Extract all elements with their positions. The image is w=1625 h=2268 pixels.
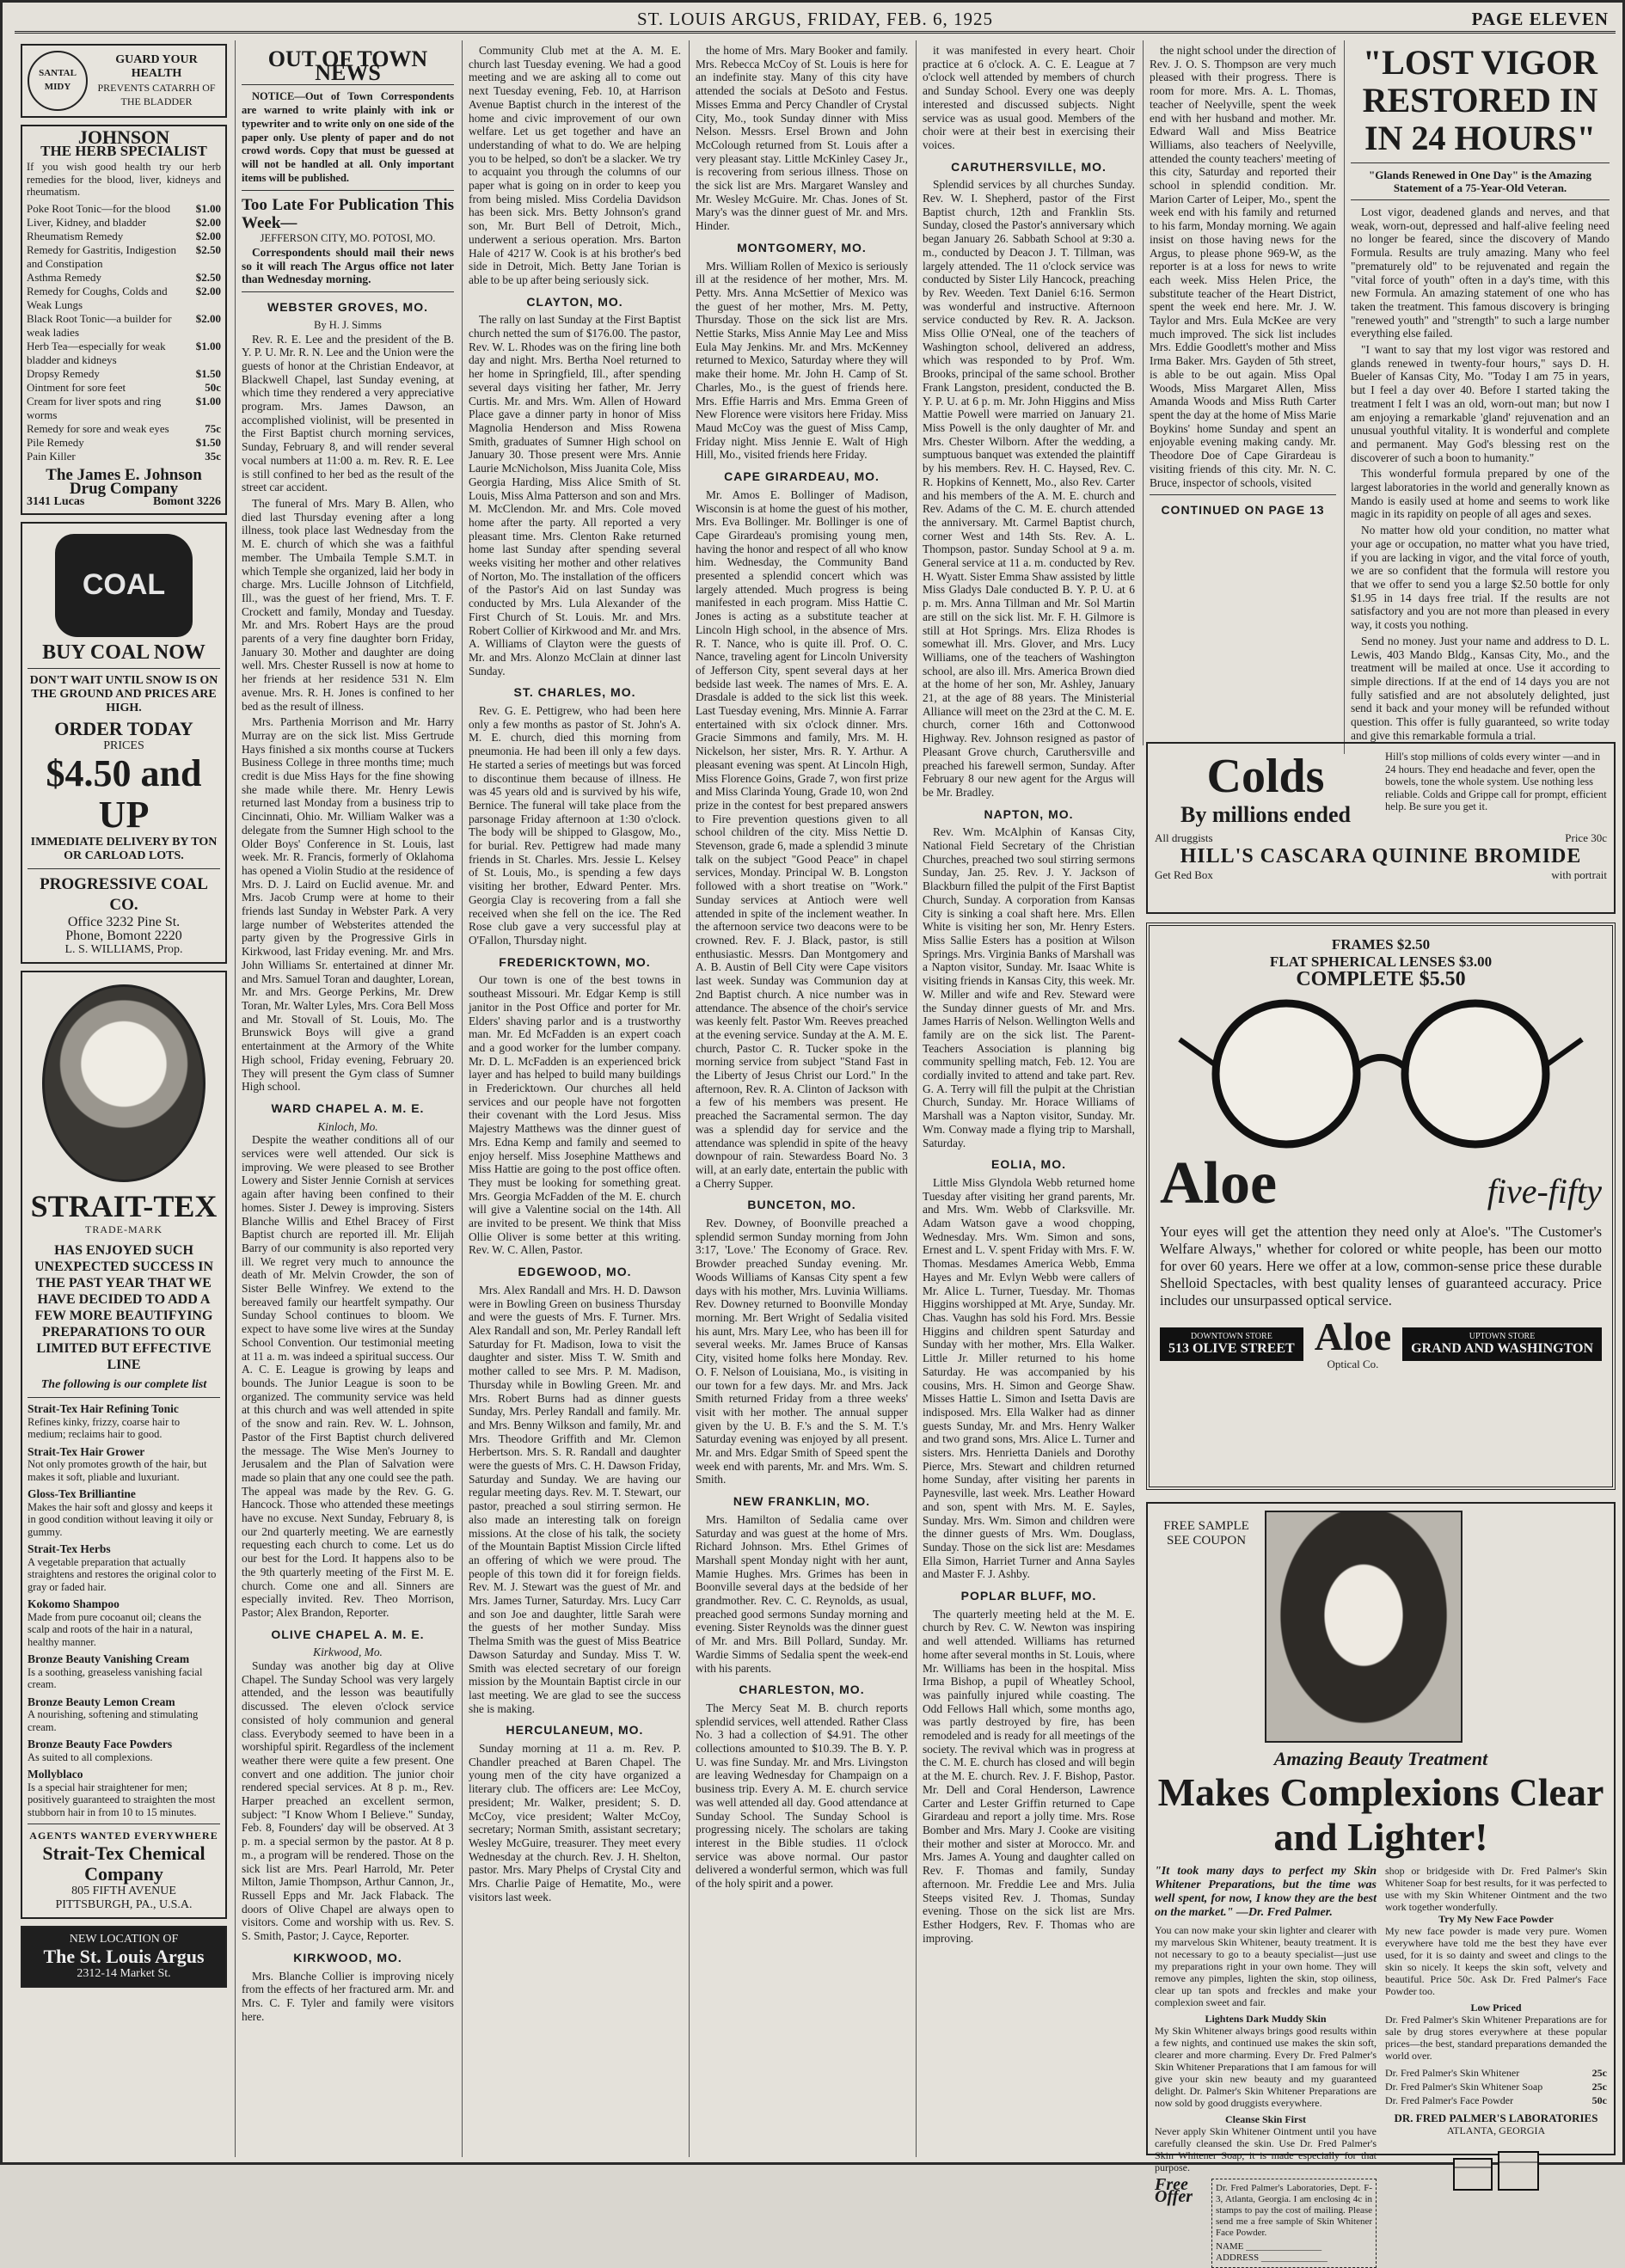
strait-tex-company: Strait-Tex Chemical Company — [42, 1842, 205, 1885]
product-name: Bronze Beauty Face Powders — [28, 1738, 173, 1751]
strait-tex-product — [28, 1488, 220, 1538]
argus-location-ad — [21, 1926, 227, 1988]
aloe-uptown — [1402, 1327, 1602, 1361]
remedy-row — [27, 202, 221, 216]
olive-chapel-heading: OLIVE CHAPEL A. M. E. — [271, 1627, 425, 1641]
johnson-title: JOHNSON — [77, 126, 170, 148]
coupon-text: Dr. Fred Palmer's Laboratories, Dept. F-3, Atlanta, Georgia. I am enclosing 4c in stamps to pay the cost of mailing. Please send me a free sample of Skin Whitener Face Powder. — [1216, 2183, 1372, 2238]
colds-subtitle: By millions ended — [1180, 802, 1351, 827]
coal-order: ORDER TODAY — [54, 718, 193, 740]
aloe-spectacles-ad — [1146, 923, 1616, 1490]
montgomery-heading: MONTGOMERY, MO. — [737, 240, 867, 254]
remedy-row — [27, 381, 221, 395]
eolia-heading: EOLIA, MO. — [991, 1157, 1066, 1172]
remedy-row — [27, 340, 221, 367]
paragraph: This wonderful formula prepared by one of the largest laboratories in the world and generally known as Mando is easily used at home and seems to work like magic in its rapidity on people of all ages and sexes. — [1351, 467, 1610, 521]
palmer-product-price: 50c — [1591, 2094, 1607, 2106]
lost-vigor-headline: "LOST VIGOR RESTORED IN IN 24 HOURS" — [1362, 43, 1598, 157]
new-franklin-heading: NEW FRANKLIN, MO. — [733, 1494, 871, 1509]
coal-label: COAL — [82, 568, 166, 602]
aloe-downtown-label: DOWNTOWN STORE — [1190, 1331, 1272, 1341]
napton-heading: NAPTON, MO. — [984, 806, 1074, 821]
coupon-name-label: NAME — [1216, 2241, 1244, 2252]
remedy-name: Ointment for sore feet — [27, 380, 126, 394]
remedy-name: Cream for liver spots and ring worms — [27, 394, 162, 421]
colds-ad — [1146, 742, 1616, 914]
masthead — [15, 8, 1616, 34]
olive-chapel-story — [242, 1659, 454, 1943]
face-powder-body: My new face powder is made very pure. Women everywhere have told me the best they have ever used, for it is so dainty and sweet and clings to the skin so nicely. It keeps the skin soft, velvety and beautiful. Price 50c. Ask Dr. Fred Palmer's Face Powder too. — [1385, 1925, 1607, 1997]
colds-brand: HILL'S CASCARA QUININE BROMIDE — [1180, 845, 1582, 867]
paragraph: Rev. Downey, of Boonville preached a splendid sermon Sunday morning from John 3:17, 'Love.' The Economy of Grace. Rev. Browder preached Sunday evening. Mr. Woods Williams of Kansas City spent a few days with his mother, Mrs. Luvinia Williams. Rev. Downey returned to Boonville Monday morning. Mr. Bert Wright of Sedalia visited his aunt, Mrs. Mary Lee, who has been ill for several weeks. Mr. James Bruce of Kansas City, visited home folks here Monday. Rev. O. F. Nelson of Louisiana, Mo., is visiting in our town for a few days. Mr. and Mrs. Jack Smith returned Friday from a three weeks' visit with her mother. The annual supper given by the U. B. F.'s and the S. M. T.'s Saturday evening was enjoyed by all present. Mr. and Mrs. Edgar Smith of Speed spent the week end with parents, Mr. and Mrs. Wm. S. Smith. — [696, 1217, 908, 1486]
strait-tex-product — [28, 1768, 220, 1818]
news-column-6 — [1143, 40, 1342, 745]
remedy-row — [27, 285, 221, 312]
paragraph: Mrs. Parthenia Morrison and Mr. Harry Murray are on the sick list. Miss Gertrude Hays finished a six months course at Tuckers Business College in three months time; much credit is due Miss Hays for the fine showing she made while there. Mr. Henry Lewis returned last Monday from a business trip to Cincinnati, Ohio. Mr. William Walker was a delegate from the Sumner High school to the Older Boys' Conference in St. Louis, last week. Mr. R. Francis, formerly of Oklahoma has opened a Violin Studio at the residence of Mrs. D. J. Laird on Euclid avenue. Mr. and Mrs. Jacob Crump were at home to their friends last Sunday in Webster Park. A very large number of Websterites attended the party given by the Progressive Girls in Kirkwood, last Friday evening. Mr. and Mrs. John Williams Sr. entertained at dinner Mr. and Mrs. Samuel Toran and daughter, Lorean, Mr. and Mrs. George Perkins, Mr. Drew Toran, Mr. Walter Lyles, Mrs. Cora Bell Moss and Mr. Stovall of St. Louis, Mo. The Brunswick Boys will give a grand entertainment at the Armory of the White High school, Friday evening, February 20. They will present the Gym class of Sumner High school. — [242, 715, 454, 1094]
strait-tex-product — [28, 1598, 220, 1648]
paragraph: Little Miss Glyndola Webb returned home Tuesday after visiting her grand parents, Mr. and Mrs. Wm. Webb of Clarksville. Mr. Adam Watson gave a wood chopping, Wednesday. Mrs. Wm. Simon and sons, Ernest and L. V. spent Friday with Mrs. F. W. Thomas. Mesdames America Webb, Emma Hayes and Mr. Evlyn Webb were callers of Mr. Alice L. Turner, Tuesday. Mr. Thomas Higgins worshipped at Mt. Arye, Sunday. Mr. Chas. Vaughn has sold his Ford. Mrs. Bessie Higgins and children spent Saturday and Sunday with her mother, Mrs. Ella Walker. Little Jr. Miller returned to his home Saturday. He was accompanied by his cousins, Mrs. H. Simon and George Shaw. Misses Hattie L. Simon and Isetta Davis are indisposed. Mrs. Ella Walker had as dinner guests Sunday, Mr. and Mrs. Henry Walker and two grand sons, Mrs. Alice L. Turner and sisters. Mrs. Henrietta Daniels and Dorothy Pierce, Mrs. Stewart and children returned home Sunday, after visiting her parents in Paynesville, last week. Mrs. Leather Howard and son, spent with Mrs. M. E. Sayles, Sunday. Mrs. Wm. Simon and children were the dinner guests of Mrs. Wm. Douglass, Sunday. Those on the sick list are: Mesdames Ella Simon, Harriet Turner and Anna Sayles and Master F. J. Ashby. — [923, 1175, 1135, 1581]
strait-tex-address: 805 FIFTH AVENUE — [71, 1884, 176, 1897]
paragraph: "I want to say that my lost vigor was restored and glands renewed in twenty-four hours," says D. H. Bueler of Kansas City, Mo. "Today I am 75 in years, but I feel a day over 40. Before I started taking the treatment I felt I was an old, worn-out man; but now I am enjoying a remarkable 'gland' rejuvenation and an unusual youthful vitality. It is wonderful and complete and permanent. May God's blessing rest on the discoverer of such a boon to humanity." — [1351, 343, 1610, 464]
st-charles-heading: ST. CHARLES, MO. — [513, 685, 636, 700]
poplar-bluff-story — [923, 1608, 1135, 1946]
paragraph: Splendid services by all churches Sunday. Rev. W. I. Shepherd, pastor of the First Baptist church, 12th and Franklin Sts. Sunday, closed the Pastor's anniversary which began January 26. Sabbath School at 9:30 a. m., conducted by Deacon J. T. Tillman, was largely attended. The 11 o'clock service was conducted by Sister Lily Hancock, preaching by Rev. Weeden. Text Daniel 6:16. Sermon was wonderful and instructive. Afternoon service conducted by Rev. R. A. Jackson. Miss Ollie O'Neal, one of the teachers of Washington school, delivered an address, which was responded to by Prof. Wm. Brooks, principal of the same school. Brother Frank Langston, president, conducted the B. Y. P. U. at 6 p. m. Mr. John Higgins and Miss Mattie Powell were married on January 21. Miss Powell is the only daughter of Mr. and Mrs. Chester Wilborn. After the wedding, a sumptuous banquet was extended the plaintiff by his members. Rev. H. C. Haysed, Rev. C. R. Hopkins of Kennett, Mo., also Rev. Carter and his members of the A. M. E. church and Rev. Adams of the C. M. E. church attended the anniversary. Mt. Carmel Baptist church, corner West and 14th Sts. Rev. A. L. Thompson, pastor. Sunday School at 9 a. m. General service at 11 a. m. conducted by Rev. H. Wyatt. Sister Emma Shaw assisted by little Miss Gladys Dale conducted B. Y. P. U. at 6 p. m. Mrs. Anna Tillman and Mr. Sol Martin are still on the sick list. Mr. F. H. Gilmore is still at Hot Springs. Mrs. Eliza Rhodes is somewhat ill. Mrs. Glover, and Mrs. Lucy Williams, one of the teachers of Washington school, are also ill. Mrs. America Brown died at the home of her son, Mr. Ashley, January 21, at the age of 88 years. The Ministerial Alliance will meet on the 23rd at the C. M. E. church, corner 16th and Cottonwood Highway. Rev. Johnson resigned as pastor of Pleasant Grove church, Caruthersville and preached his farewell sermon, Sunday. After February 8 our new agent for the Argus will be Mr. Bradley. — [923, 178, 1135, 799]
remedy-row — [27, 422, 221, 436]
paragraph: Send no money. Just your name and address to D. L. Lewis, 403 Mando Bldg., Kansas City, Mo., and the treatment will be mailed at once. Use it according to simple directions. If at the end of 14 days you are not fully satisfied and are not absolutely delighted, just send it back and your money will be refunded without question. This offer is fully guaranteed, so write today and give this remarkable formula a trial. — [1351, 634, 1610, 742]
palmer-product-price: 25c — [1591, 2067, 1607, 2079]
coal-company: PROGRESSIVE COAL CO. — [40, 875, 208, 915]
product-name: Bronze Beauty Lemon Cream — [28, 1695, 175, 1708]
product-name: Strait-Tex Hair Refining Tonic — [28, 1402, 179, 1416]
palmer-product-name: Dr. Fred Palmer's Face Powder — [1385, 2094, 1514, 2106]
napton-story — [923, 825, 1135, 1149]
correspondents-notice: NOTICE—Out of Town Correspondents are warned to write plainly with ink or typewriter and to write only on one side of the paper only. Use plenty of paper and do not crowd words. Copy that must be guessed at will not be handled at all. Only important items will be published. — [242, 90, 454, 184]
publication-line: ST. LOUIS ARGUS, FRIDAY, FEB. 6, 1925 — [636, 9, 994, 29]
palmer-price-row — [1385, 2066, 1607, 2080]
remedy-price: $1.00 — [195, 201, 221, 215]
herculaneum-heading: HERCULANEUM, MO. — [506, 1723, 644, 1738]
remedy-price: $1.50 — [195, 435, 221, 449]
paragraph: Despite the weather conditions all of our services were well attended. Our sick is improving. We were pleased to see Brother Lowery and Sister Jennie Cornish at services again after having been confined to their homes. Sister J. Dewey is improving. Sisters Blanche Willis and Ethel Bracey of First Baptist church are reported ill. Mr. Elijah Barry of our community is also reported very ill. We regret very much to announce the death of Mr. Melvin Crowder, the son of Sister Belle Winfrey. We extend to the bereaved family our heartfelt sympathy. Our Sunday School continues to bloom. We expect to have some live wires at the Sunday School Convention. Our testimonial meeting at 11 a. m. was indeed a spiritual success. Our A. C. E. League is growing by leaps and bounds. The Junior League is soon to be organized. The community service was held at this church and was well attended in spite of the snow and rain. Rev. W. L. Johnson, Pastor of the First Baptist church delivered the message. The Wise Men's Journey to Jerusalem and the Plan of Salvation were made so plain that any one could see the path. The appeal was made by the Rev. G. G. Hancock. Those who attended these meetings have no excuse. Next Sunday, February 8, is our 2nd quarterly meeting. We are earnestly requesting each church to come. Let us do our best for the Lord. It happens also to be the 9th quarterly meeting of the First M. E. church. Come one and all. Sinners are especially invited. Rev. Theo Morrison, Pastor; Alex Brandon, Reporter. — [242, 1133, 454, 1619]
remedy-row — [27, 312, 221, 340]
strait-tex-product — [28, 1738, 220, 1763]
ward-chapel-sub: Kinloch, Mo. — [317, 1119, 378, 1133]
news-column-3 — [462, 40, 687, 2157]
remedy-price: 50c — [205, 380, 221, 394]
johnson-address: 3141 Lucas — [27, 495, 85, 509]
strait-tex-product — [28, 1696, 220, 1734]
st-charles-story — [469, 704, 681, 947]
paragraph: Mrs. William Rollen of Mexico is seriously ill at the residence of her mother, Mrs. M. Petty. Mrs. Anna McSettier of Mexico was the guest of her mother, Mrs. M. Petty, Thursday. Those on the sick list are Mrs. Nettie Starks, Miss Annie May Lee and Miss Eula May Jenkins. Mr. and Mrs. McKenney returned to Mexico, Saturday where they will make their home. Mr. John H. Camp of St. Charles, Mo., is the guest of friends here. Mrs. Effie Harris and Mrs. Emma Green of New Florence were visitors here Friday. Miss Maud McCoy was the guest of Miss Camp, Friday night. Miss Jennie E. Walt of High Hill, Mo., visited friends here Friday. — [696, 259, 908, 462]
colds-portrait: with portrait — [1551, 868, 1607, 881]
strait-tex-city: PITTSBURGH, PA., U.S.A. — [55, 1897, 193, 1911]
product-desc: A nourishing, softening and stimulating cream. — [28, 1708, 199, 1733]
amazing-beauty-treatment: Amazing Beauty Treatment — [1273, 1748, 1488, 1769]
aloe-logo: Aloe — [1314, 1315, 1392, 1358]
argus-location-hd: NEW LOCATION OF — [69, 1932, 179, 1946]
strait-tex-brand: STRAIT-TEX — [30, 1189, 218, 1224]
cape-girardeau-heading: CAPE GIRARDEAU, MO. — [724, 469, 880, 484]
aloe-uptown-address: GRAND AND WASHINGTON — [1411, 1340, 1593, 1356]
paragraph: Rev. R. E. Lee and the president of the B. Y. P. U. Mr. R. N. Lee and the Union were the guests of honor at the Christian Endeavor, at Blackwell Chapel, last Sunday evening, at which time they rendered a very appreciative program. Mrs. James Dawson, an accomplished violinist, will be presented in the First Baptist church morning services, Sunday, February 8, and will render several vocal numbers at 11:00 a. m. Rev. R. E. Lee is still confined to her bed as the result of the street car accident. — [242, 332, 454, 494]
product-desc: Makes the hair soft and glossy and keeps it in good condition without leaving it oily or gummy. — [28, 1500, 213, 1538]
colds-druggists: All druggists — [1155, 831, 1213, 844]
news-column-2 — [235, 40, 460, 2157]
remedy-name: Remedy for sore and weak eyes — [27, 421, 169, 435]
remedy-name: Black Root Tonic—a builder for weak ladies — [27, 311, 172, 339]
aloe-brand: Aloe — [1160, 1150, 1278, 1217]
remedy-price: $2.00 — [195, 215, 221, 229]
johnson-company: The James E. Johnson Drug Company — [46, 465, 202, 498]
paragraph: the night school under the direction of Rev. J. O. S. Thompson are very much pleased with their progress. There is room for more. Mrs. A. L. Thomas, teacher of Neelyville, spent the week end with her husband and mother. Mr. Edward Wall and Miss Beatrice Williams, also teachers of Neelyville, attended the county teachers' meeting of this city, Saturday and reported their school in splendid condition. Mr. Marion Carter of Leiper, Mo., spent the week end with his family and returned to his farm, Monday morning. We again insist on those having news for the Argus, to please phone 969-W, as the reporter is at a loss for news to write each week. Miss Helen Price, the substitute teacher of the Heart District, spent the week end here. Mr. J. W. Taylor and Mrs. Eula McKee are very much improved. The sick list includes Mrs. Eddie Goodlett's mother and Miss Irma Baker. Mrs. Gayden of 5th street, is able to be out again. Miss Opal Woods, Miss Margaret Allen, Miss Amanda Woods and Miss Ruth Carter spent the day at the home of Miss Marie Boykins' home Sunday and spent an enjoyable evening making candy. Mr. Theodore Doe of Cape Girardeau is visiting friends of this city. Mr. N. C. Bruce, inspector of schools, visited — [1150, 44, 1336, 489]
remedy-price: $1.50 — [195, 366, 221, 380]
olive-chapel-sub: Kirkwood, Mo. — [313, 1646, 383, 1659]
lost-vigor-ad — [1344, 40, 1616, 754]
edgewood-story — [469, 1284, 681, 1716]
low-priced-heading: Low Priced — [1470, 2001, 1522, 2014]
bunceton-heading: BUNCETON, MO. — [747, 1198, 856, 1212]
remedy-name: Dropsy Remedy — [27, 366, 100, 380]
caruthersville-heading: CARUTHERSVILLE, MO. — [951, 159, 1107, 174]
palmer-product-name: Dr. Fred Palmer's Skin Whitener — [1385, 2067, 1520, 2079]
aloe-downtown — [1160, 1327, 1303, 1361]
product-jars-icon — [1449, 2143, 1543, 2195]
product-desc: Refines kinky, frizzy, coarse hair to medium; reclaims hair to good. — [28, 1415, 181, 1441]
palmer-product-name: Dr. Fred Palmer's Skin Whitener Soap — [1385, 2081, 1543, 2093]
paragraph: it was manifested in every heart. Choir practice at 6 o'clock. A. C. E. League at 7 o'clock well attended by members of church and Sunday School. Every one was deeply interested and discussed subjects. Night service was as usual good. Members of the choir were at their best in exercising their voices. — [923, 44, 1135, 151]
palmer-laboratories: DR. FRED PALMER'S LABORATORIES — [1394, 2112, 1598, 2124]
too-late-body: Correspondents should mail their news so it will reach The Argus office not later than Wednesday morning. — [242, 246, 454, 286]
paragraph: Rev. Wm. McAlphin of Kansas City, National Field Secretary of the Christian Churches, preached two soul stirring sermons Sunday, Jan. 25. Rev. J. Y. Jackson of Blackburn filled the pulpit of the First Baptist Church, Sunday. A corporation from Kansas City is sinking a coal shaft here. Mrs. Ellen White is visiting her son, Mr. Henry Esters. Miss Sallie Esters has a position at Wilson Springs. Mrs. Virginia Banks of Marshall was a Napton visitor, Sunday. Mr. Isaac White is visiting friends in Kansas City, this week. Mr. W. Miller and wife and Rev. Steward were the Sunday dinner guests of Mr. and Mrs. James Harris of Nelson. Wellington Wells and family are on the sick list. The Parent-Teachers Association is planning big community spelling match, Feb. 12. You are cordially invited to attend and take part. Rev. G. A. Terry will fill the pulpit at the Christian Church, Sunday. Mr. Horace Williams of Marshall was a Napton visitor, Sunday. Mr. Wm. Conway made a flying trip to Marshall, Saturday. — [923, 825, 1135, 1149]
colds-title: Colds — [1206, 750, 1325, 803]
aloe-lenses-price: $3.00 — [1458, 953, 1493, 970]
johnson-intro: If you wish good health try our herb remedies for the blood, liver, kidneys and rheumatism. — [27, 161, 221, 199]
palmer-city: ATLANTA, GEORGIA — [1446, 2124, 1546, 2136]
edgewood-heading: EDGEWOOD, MO. — [518, 1265, 632, 1279]
remedy-price: $2.00 — [195, 284, 221, 297]
product-name: Bronze Beauty Vanishing Cream — [28, 1652, 190, 1666]
remedy-list — [27, 202, 221, 463]
coal-prices-label: PRICES — [103, 739, 144, 753]
colds-box: Get Red Box — [1155, 868, 1213, 881]
left-ads-column — [15, 40, 233, 2157]
community-club-story — [469, 44, 681, 287]
paragraph: The rally on last Sunday at the First Baptist church netted the sum of $176.00. The pastor, Rev. W. L. Rhodes was on the firing line both day and night. Mrs. Bertha Noel returned to her home in Springfield, Ill., after spending several days visiting her father, Mr. Jerry Curtis. Mr. and Mrs. Wm. Allen of Howard Place gave a dinner party in honor of Miss Magnolia Henderson and Miss Rowena Smith, graduates of Sumner High school on January 30. Those present were Mrs. Annie Laurie McNicholson, Miss Juanita Cole, Miss Georgia Harding, Miss Alice Smith of St. Louis, Miss Alma Patterson and son and Mrs. M. McClendon. Mr. and Mrs. Cole moved home after the party. All reported a very pleasant time. Mrs. Clenton Rake returned home last Sunday after spending several weeks visiting her mother and other relatives of Norton, Mo. The installation of the officers of the Pastor's Aid on last Sunday was conducted by Mrs. Lula Alexander of the First Church of St. Louis. Mr. and Mrs. Robert Collier of Kirkwood and Mr. and Mrs. A. Williams of Clayton were the guests of Mr. and Mrs. Alonzo McClain at dinner last Sunday. — [469, 313, 681, 677]
product-desc: Not only promotes growth of the hair, but makes it soft, pliable and luxuriant. — [28, 1458, 207, 1483]
product-name: Mollyblaco — [28, 1768, 83, 1781]
new-franklin-story — [696, 1513, 908, 1675]
product-name: Gloss-Tex Brilliantine — [28, 1487, 136, 1501]
product-desc: A vegetable preparation that actually straightens and restores the original color to gray or faded hair. — [28, 1555, 217, 1593]
lightens-heading: Lightens Dark Muddy Skin — [1205, 2013, 1327, 2025]
remedy-name: Liver, Kidney, and bladder — [27, 215, 147, 229]
santal-top: GUARD YOUR HEALTH — [115, 53, 198, 80]
palmer-complexion-ad — [1146, 1502, 1616, 2263]
remedy-price: $1.00 — [195, 339, 221, 352]
cleanse-heading: Cleanse Skin First — [1224, 2113, 1306, 2125]
paragraph: The Mercy Seat M. B. church reports splendid services, well attended. Rather Class No. 3 had a collection of $4.91. The other collections amounted to $10.39. The B. Y. P. U. was fine Sunday. Mr. and Mrs. Livingston are leaving Wednesday for Champaign on a business trip. Every A. M. E. church service was well attended all day. Good attendance at Sunday School. The Sunday School is progressing nicely. The scholars are taking interest in the Bible studies. 11 o'clock service was above normal. Our pastor delivered a wonderful sermon, which was full of the holy spirit and a power. — [696, 1701, 908, 1891]
makes-complexions-headline: Makes Complexions Clear and Lighter! — [1157, 1770, 1604, 1859]
webster-groves-heading: WEBSTER GROVES, MO. — [267, 300, 428, 315]
remedy-row — [27, 367, 221, 381]
coal-body: DON'T WAIT UNTIL SNOW IS ON THE GROUND AND PRICES ARE HIGH. — [29, 674, 218, 715]
remedy-row — [27, 450, 221, 463]
remedy-name: Pile Remedy — [27, 435, 84, 449]
herculaneum-continued-story — [696, 44, 908, 233]
santal-seal-icon: SANTAL MIDY — [28, 51, 88, 111]
clayton-story — [469, 313, 681, 677]
remedy-name: Herb Tea—especially for weak bladder and kidneys — [27, 339, 166, 366]
paragraph: Our town is one of the best towns in southeast Missouri. Mr. Edgar Kemp is still janitor in the Post Office and porter for Mr. Elders' shaving parlor and is a trustworthy man. Mr. Ed McFadden is an expert coach and a good worker for the lumber company. Mr. D. L. McFadden is an experienced brick layer and has helped to build many buildings in Fredericktown. Our churches all held services and our people have not forgotten their covenant with the Lord Jesus. Miss Majestry Matthews was the dinner guest of Mrs. Edna Kemp and family and seemed to enjoy herself. Miss Josephine Matthews and Miss Hattie are going to the post office often. They must be looking for something great. Mrs. Georgia McFadden of the M. E. church will give a Valentine social on the 14th. All are invited to be present. We think that Miss Ollie Oliver is some better at this writing. Rev. W. C. Allen, Pastor. — [469, 973, 681, 1257]
coupon-address-line[interactable]: ADDRESS ______________ — [1216, 2253, 1328, 2263]
cape-girardeau-story — [696, 488, 908, 1191]
remedy-row — [27, 436, 221, 450]
palmer-body: You can now make your skin lighter and clearer with my marvelous Skin Whitener, beauty treatment. It is not necessary to go to a beauty specialist—just use my preparations right in your own home. They will remove any pimples, lighten the skin, stop oiliness, clear up tan spots and freckles and make your complexion sweet and fair. — [1155, 1924, 1377, 2008]
fredericktown-heading: FREDERICKTOWN, MO. — [499, 954, 651, 969]
spectacles-icon — [1174, 988, 1587, 1151]
woman-portrait-icon — [42, 984, 205, 1182]
palmer-price-row — [1385, 2093, 1607, 2107]
product-desc: Made from pure cocoanut oil; cleans the scalp and roots of the hair in a natural, healthy manner. — [28, 1610, 202, 1648]
palmer-product-price: 25c — [1591, 2081, 1607, 2093]
coal-price: $4.50 and UP — [46, 752, 202, 837]
news-column-4 — [689, 40, 914, 2157]
remedy-name: Rheumatism Remedy — [27, 229, 124, 242]
herculaneum-story — [469, 1742, 681, 1903]
charleston-story — [696, 1701, 908, 1891]
coal-delivery: IMMEDIATE DELIVERY BY TON OR CARLOAD LOTS. — [30, 836, 218, 863]
clayton-heading: CLAYTON, MO. — [526, 294, 623, 309]
remedy-row — [27, 271, 221, 285]
colds-price: Price 30c — [1565, 831, 1607, 844]
woman-face-icon — [1265, 1511, 1462, 1743]
paragraph: Lost vigor, deadened glands and nerves, and that weak, worn-out, depressed and half-alive feeling need no longer be feared, since the discovery of Mando Formula. Results are truly amazing. Many who feel "prematurely old" to be rejuvenated and regain the "vital force of youth" often in a day's time, with this new Formula. An amazing statement of one who has taken the treatment. This famous discovery is bringing "renewed youth" and "strength" to such a large number everything else failed. — [1351, 205, 1610, 340]
strait-tex-list-intro: The following is our complete list — [40, 1378, 207, 1392]
paragraph: the home of Mrs. Mary Booker and family. Mrs. Rebecca McCoy of St. Louis is here for an indefinite stay. Many of this city have attended the socials at DeSoto and Festus. Misses Emma and Percy Chandler of Crystal City, Mo., took Sunday dinner with Miss Nelson. Messrs. Ersel Brown and John McColough returned from St. Louis after a very pleasant stay. Little McKinley Casey Jr., is recovering from serious illness. Those on the sick list are Mrs. Margaret Wansley and Mr. Wesley McGuire. Mr. Chas. Jones of St. Mary's was the dinner guest of Mr. and Mrs. Hinder. — [696, 44, 908, 233]
aloe-downtown-address: 513 OLIVE STREET — [1168, 1340, 1295, 1356]
aloe-uptown-label: UPTOWN STORE — [1469, 1331, 1536, 1341]
remedy-price: 35c — [205, 449, 221, 463]
lost-vigor-body — [1351, 205, 1610, 742]
caruthersville-story — [923, 178, 1135, 799]
page-number: PAGE ELEVEN — [1471, 9, 1609, 29]
paragraph: The funeral of Mrs. Mary B. Allen, who died last Thursday evening after a long illness, took place last Wednesday from the M. E. church of which she was a faithful member. The Umbaila Temple S.M.T. in which Temple she organized, laid her body in charge. Mrs. Lucille Johnson of Litchfield, Ill., was the guest of her friend, Mrs. T. F. Crockett and family, Monday and Tuesday. Mr. and Mrs. Robert Hays are the proud parents of a very fine daughter born Friday, January 30. Mother and daughter are doing well. Mrs. Chester Russell is now at home to her friends at her residence 531 N. Elm avenue. Mrs. R. H. Jones is confined to her bed as the result of illness. — [242, 496, 454, 713]
paragraph: The quarterly meeting held at the M. E. church by Rev. C. W. Newton was inspiring and well attended. Williams has returned home after several months in St. Louis, where Mr. Williams has been in the hospital. Miss Irma Bishop, a pupil of Wheatley School, was painfully injured while coasting. The Odd Fellows Hall which, some months ago, was partly destroyed by fire, has been remodeled and is ready for all meetings of the society. The revival which was in progress at the C. M. E. church has closed and will begin at the M. E. church. Rev. J. F. Bishop, Pastor. Mr. Dell and Coral Henderson, Lawrence Carter and Lester Griffin returned to Cape Girardeau and report a jolly time. Mrs. Rose Bomber and Mrs. Mary J. Cooke are visiting their mother and sister at Morocco. Mr. and Mrs. James A. Young and daughter called on Rev. F. Thomas and family, Sunday afternoon. Mr. Freddie Lee and Mrs. Julia Steeps visited Rev. J. Thomas, Sunday evening. Those on the sick list are Mrs. Esther Hodgers, Rev. F. Thomas who are improving. — [923, 1607, 1135, 1945]
free-offer-label: Free Offer — [1155, 2175, 1193, 2206]
poplar-bluff-continued-story — [1150, 44, 1336, 489]
aloe-complete-label: COMPLETE — [1296, 968, 1414, 990]
continued-on-page-13: CONTINUED ON PAGE 13 — [1161, 503, 1325, 518]
palmer-soap-note — [1385, 1865, 1607, 1913]
strait-tex-product-list — [28, 1403, 220, 1818]
paragraph: No matter how old your condition, no matter what your age or occupation, no matter what you have tried, if you are lacking in vigor, and the vital force of youth, we are so confident that the formula will restore you that we offer to send you a large $2.50 bottle for only $1.95 in 14 days free trial. If the results are not satisfactory and you are not more than pleased in every way, it costs you nothing. — [1351, 524, 1610, 632]
too-late-heading: Too Late For Publication This Week— — [242, 196, 454, 233]
lightens-body: My Skin Whitener always brings good results within a few nights, and continued use makes the skin soft, clearer and more charming. Every Dr. Fred Palmer's Skin Whitener Preparations that I am famous for will give your skin new beauty and my guaranteed delight. Dr. Palmer's Skin Whitener Preparations are now sold by good druggists everywhere. — [1155, 2025, 1377, 2109]
coal-prop: L. S. WILLIAMS, Prop. — [64, 943, 183, 957]
paragraph: Community Club met at the A. M. E. church last Tuesday evening. We had a good meeting and we are asking all to come out next Tuesday evening, Feb. 10, at Harrison Avenue Baptist church in the interest of the home and civic improvement of our own welfare. Let us get together and have an understanding of what to do. We are helping you to be helped, so don't be a slacker. We try to acquaint you through the columns of our paper what is going on in order to keep you from being misled. Miss Cordelia Davidson has been sick. Mrs. Betty Johnson's grand son, Mr. Burt Bell of Detroit, Mich., underwent a serious operation. Mrs. Barton Hale of 4217 W. Cook is at his brother's bed side in Detroit, Mich. Betty Jane Torian is able to be up after being seriously sick. — [469, 44, 681, 286]
johnson-phone: Bomont 3226 — [153, 495, 221, 509]
strait-tex-product — [28, 1543, 220, 1593]
argus-location-address: 2312-14 Market St. — [77, 1966, 171, 1980]
cleanse-body: Never apply Skin Whitener Ointment until you have carefully cleansed the skin. Use Dr. Fred Palmer's Skin Whitener Soap, it is made especially for that purpose. — [1155, 2125, 1377, 2173]
product-name: Strait-Tex Herbs — [28, 1542, 111, 1556]
low-priced-body: Dr. Fred Palmer's Skin Whitener Preparations are for sale by drug stores everywhere at these popular prices—the best, standard preparations demanded the world over. — [1385, 2014, 1607, 2062]
product-desc: As suited to all complexions. — [28, 1750, 153, 1763]
paragraph: Mrs. Alex Randall and Mrs. H. D. Dawson were in Bowling Green on business Thursday and were the guests of Mrs. F. Turner. Mrs. Alex Randall and son, Mr. Perley Randall left Saturday for Ft. Madison, Iowa to visit the daughter and sister. Miss T. W. Smith and mother called to see Mrs. P. M. Madison, Thursday while in Bowling Green. Mr. and Mrs. Robert Burns had as dinner guests Sunday, Mrs. Perley Randall and family. Mr. and Mrs. Benny Wilkson and family, Mr. and Mrs. Theodore Griffith and Mr. Clemon Herbertson. Mrs. S. R. Randall and daughter were the guests of Mrs. C. H. Dawson Friday, Saturday and Sunday. We are having our regular meeting days. Rev. M. T. Stewart, our pastor, preached a soul stirring sermon. He also made an interesting talk on foreign missions. At the close of his talk, the society of the Mountain Baptist Mission Circle lifted an offering of which we were proud. The people of this town did it for foreign fields. Rev. M. J. Stewart was the guest of Mr. and Mrs. James Turner, Saturday. Mrs. Lucy Carr and son Joe and daughter, little Sarah were the guests of her mother Sunday. Miss Thelma Smith was the guest of Miss Beatrice Dawson Saturday and Sunday. Miss T. W. Smith was elected secretary of our foreign mission by the Mountain Baptist circle in our last meeting. We are glad to see the success she is making. — [469, 1283, 681, 1715]
palmer-price-row — [1385, 2080, 1607, 2093]
remedy-row — [27, 243, 221, 271]
aloe-lenses-label: FLAT SPHERICAL LENSES — [1269, 953, 1456, 970]
product-desc: Is a special hair straightener for men; positively guaranteed to straighten the most stubborn hair in from 10 to 15 minutes. — [28, 1781, 216, 1818]
ward-chapel-story — [242, 1133, 454, 1619]
aloe-five-fifty: five-fifty — [1487, 1172, 1602, 1211]
remedy-row — [27, 216, 221, 230]
remedy-name: Asthma Remedy — [27, 270, 102, 284]
coal-ad — [21, 522, 227, 964]
product-desc: Is a soothing, greaseless vanishing facial cream. — [28, 1665, 203, 1691]
montgomery-story — [696, 260, 908, 463]
remedy-row — [27, 395, 221, 422]
coupon-name-line[interactable]: NAME ________________ — [1216, 2241, 1322, 2252]
bunceton-story — [696, 1217, 908, 1486]
free-offer-coupon[interactable] — [1211, 2179, 1377, 2268]
news-column-5 — [916, 40, 1141, 2157]
strait-tex-body: HAS ENJOYED SUCH UNEXPECTED SUCCESS IN THE PAST YEAR THAT WE HAVE DECIDED TO ADD A FEW MORE BEAUTIFYING PREPARATIONS TO OUR LIMITED BUT EFFECTIVE LINE — [34, 1243, 214, 1373]
product-name: Kokomo Shampoo — [28, 1597, 120, 1611]
coal-headline: BUY COAL NOW — [42, 641, 205, 665]
paragraph: Sunday was another big day at Olive Chapel. The Sunday School was very largely attended, and the lesson was beautifully discussed. The eleven o'clock service consisted of holy communion and general class. Everybody seemed to have been in a worshipful spirit. Regardless of the inclement weather there were quite a few present. One convert and one addition. The junior choir rendered special services. At 8 p. m., Rev. Harper preached an excellent sermon, subject: "I Know Whom I Believe." Sunday, Feb. 8, Founders' day will be observed. At 3 p. m. a special sermon by the pastor. At 8 p. m., a program will be rendered. Those on the sick list are Mrs. Pearl Harrold, Mr. Peter Milton, Jamie Thompson, Arthur Cannon, Jr., Russell Epps and Mr. Jack Flaback. The doors of Olive Chapel are always open to visitors. Come and worship with us. Rev. S. S. Smith, Pastor; J. Cayce, Reporter. — [242, 1659, 454, 1943]
strait-tex-product — [28, 1403, 220, 1441]
aloe-complete-price: $5.50 — [1419, 968, 1466, 990]
coal-office: Office 3232 Pine St. — [67, 915, 181, 930]
palmer-quote: "It took many days to perfect my Skin Whitener Preparations, but the time was well spent, for now, I know they are the best on the market." —Dr. Fred Palmer. — [1155, 1865, 1377, 1919]
remedy-price: $2.00 — [195, 311, 221, 325]
aloe-optical: Optical Co. — [1327, 1358, 1379, 1370]
paragraph: Mrs. Blanche Collier is improving nicely from the effects of her fractured arm. Mr. and Mrs. C. F. Tyler and family were visitors here. — [242, 1969, 454, 2023]
remedy-name: Pain Killer — [27, 449, 76, 463]
fredericktown-story — [469, 973, 681, 1257]
paragraph: Mr. Amos E. Bollinger of Madison, Wisconsin is at home the guest of his mother, Mrs. Eva Bollinger. Mr. Bollinger is one of Cape Girardeau's promising young men, having the honor and respect of all who know him. Wednesday, the Community Band presented a splendid concert which was largely attended. Much progress is being manifested in each program. Miss Hattie C. Jones is acting as a substitute teacher at Lincoln High school, in the absence of Mrs. R. T. Nance, who is quite ill. Prof. O. C. Nance, traveling agent for Lincoln University of Jefferson City, spent several days at her bedside last week. The names of Mrs. E. A. Drasdale is added to the sick list this week. Last Tuesday evening, Mrs. Minnie A. Farrar entertained with six o'clock dinner. Mrs. Gracie Simmons and family, Mrs. M. H. Nickelson, her sister, Mrs. R. Y. Arthur. A pleasant evening was spent. At Lincoln High, Miss Florence Goins, Grade 7, won first prize and Miss Clarinda Young, Grade 10, won 2nd prize in the contest for best prepared answers to Fire prevention questions given to all school children of the city. Miss Nettie D. Stevenson, grade 6, made a splendid 3 minute talk on the subject "Good Peace" in chapel services, Monday. Principal W. B. Longston followed with a short treatise on "Work." Sunday services at Antioch were well attended in spite of the inclement weather. In the afternoon service two deacons were to be crowned. Rev. F. J. Black, pastor, is still enthusiastic. Messrs. Dan Montgomery and A. B. Austin of Bell City were Cape visitors last week. Sunday was Communion day at 2nd Baptist church. A nice number was in attendance. The absence of the choir's service was keenly felt. Pastor Wm. Reeves preached at the evening service. Sunday at the A. M. E. church, Pastor C. R. Tucker spoke in the morning service from subject "Stand Fast in the Liberty of Jesus Christ our Lord." In the afternoon, Rev. R. A. Clinton of Jackson with a few of his members was present. He preached the Sacramental sermon. The day was a splendid day for service and the attendance was splendid in spite of the heavy downpour of rain. Stewardess Board No. 3 will, at an early date, entertain the public with a Cherry Supper. — [696, 487, 908, 1190]
strait-tex-mark: TRADE-MARK — [85, 1223, 162, 1236]
poplar-bluff-heading: POPLAR BLUFF, MO. — [960, 1589, 1097, 1603]
free-sample-label: FREE SAMPLE SEE COUPON — [1163, 1519, 1249, 1548]
kirkwood-story — [242, 1970, 454, 2024]
kirkwood-heading: KIRKWOOD, MO. — [293, 1950, 402, 1965]
strait-tex-product — [28, 1446, 220, 1484]
eolia-story — [923, 1176, 1135, 1581]
palmer-price-list — [1385, 2066, 1607, 2107]
remedy-name: Poke Root Tonic—for the blood — [27, 201, 171, 215]
remedy-row — [27, 230, 221, 243]
strait-tex-agents: AGENTS WANTED EVERYWHERE — [29, 1830, 218, 1842]
charleston-continued-story — [923, 44, 1135, 152]
face-powder-heading: Try My New Face Powder — [1438, 1913, 1554, 1925]
coupon-address-label: ADDRESS — [1216, 2253, 1260, 2263]
santal-ad — [21, 44, 227, 118]
santal-sub: PREVENTS CATARRH OF THE BLADDER — [97, 82, 216, 107]
aloe-frames-label: FRAMES — [1331, 936, 1394, 953]
johnson-sub: THE HERB SPECIALIST — [40, 142, 207, 159]
johnson-ad — [21, 125, 227, 515]
paragraph: Sunday morning at 11 a. m. Rev. P. Chandler preached at Baren Chapel. The young men of the city have organized a literary club. The officers are: Lee McCoy, president; Mr. Walker, president; S. D. McCoy, vice president; Walter McCoy, secretary; Norman Smith, assistant secretary; Wesley McGuire, treasurer. They meet every Wednesday at the church. Rev. J. H. Shelton, pastor. Mrs. Mary Phelps of Crystal City and Mrs. Charlie Paige of Hematite, Mo., were visitors last week. — [469, 1742, 681, 1903]
paragraph: Mrs. Hamilton of Sedalia came over Saturday and was guest at the home of Mrs. Richard Johnson. Mrs. Ethel Grimes of Marshall spent Monday night with her aunt, Mamie Hughes. Mrs. Grimes has been in Boonville several days at the bedside of her grandmother. Rev. C. C. Reynolds, as usual, preached good sermons Sunday morning and evening. Sister Reynolds was the dinner guest of Mr. and Mrs. Bill Pollard, Sunday. Mr. Wardie Simms of Sedalia spent the week-end with his parents. — [696, 1512, 908, 1675]
strait-tex-ad — [21, 971, 227, 1918]
remedy-price: 75c — [205, 421, 221, 435]
remedy-price: $2.50 — [195, 270, 221, 284]
aloe-body: Your eyes will get the attention they need only at Aloe's. "The Customer's Welfare Always," whether for colored or white people, has been our motto for over 60 years. Here we offer at a low, common-sense price these durable Shelloid Spectacles, with best quality lenses of guaranteed accuracy. Price includes our unsurpassed optical service. — [1160, 1223, 1602, 1309]
colds-body: Hill's stop millions of colds every winter —and in 24 hours. They end headache and fever, open the bowels, tone the whole system. Use nothing less reliable. Colds and Grippe call for prompt, efficient help. Be sure you get it. — [1385, 751, 1607, 812]
aloe-frames-price: $2.50 — [1396, 936, 1431, 953]
remedy-name: Remedy for Coughs, Colds and Weak Lungs — [27, 284, 168, 311]
too-late-towns: JEFFERSON CITY, MO. POTOSI, MO. — [260, 232, 436, 245]
remedy-price: $2.00 — [195, 229, 221, 242]
remedy-price: $2.50 — [195, 242, 221, 256]
coal-phone: Phone, Bomont 2220 — [65, 929, 182, 944]
webster-byline: By H. J. Simms — [314, 318, 382, 331]
strait-tex-product — [28, 1653, 220, 1691]
product-name: Strait-Tex Hair Grower — [28, 1444, 145, 1458]
paragraph: shop or bridgeside with Dr. Fred Palmer's Skin Whitener Soap for best results, for it was perfected to use with my Skin Whitener Ointment and the two work together wonderfully. — [1385, 1865, 1607, 1913]
remedy-name: Remedy for Gastritis, Indigestion and Constipation — [27, 242, 177, 270]
ward-chapel-heading: WARD CHAPEL A. M. E. — [271, 1100, 425, 1115]
paragraph: Rev. G. E. Pettigrew, who had been here only a few months as pastor of St. John's A. M. E. church, died this morning from pneumonia. He had been ill only a few days. He started a series of meetings but was forced to discontinue them because of illness. He was 45 years old and is survived by his wife, Bernice. The funeral will take place from the parsonage Friday afternoon at 1:30 o'clock. The body will be shipped to Glasgow, Mo., for burial. Rev. Pettigrew had made many friends in St. Charles. Mrs. Jessie L. Kelsey of St. Louis, Mo., is spending a few days visiting her brother, Edward Penter. Mrs. Georgia Clay is recovering from a fall she received when she fell on the ice. The Red Rose club gave a very successful play at O'Fallon, Thursday night. — [469, 704, 681, 947]
webster-story — [242, 333, 454, 1094]
argus-location-name: The St. Louis Argus — [43, 1945, 205, 1967]
remedy-price: $1.00 — [195, 394, 221, 408]
glands-subheading: "Glands Renewed in One Day" is the Amazing Statement of a 75-Year-Old Veteran. — [1369, 169, 1591, 194]
coal-lump-icon — [55, 534, 193, 637]
charleston-heading: CHARLESTON, MO. — [739, 1683, 865, 1697]
out-of-town-news-title: OUT OF TOWN NEWS — [267, 46, 428, 85]
